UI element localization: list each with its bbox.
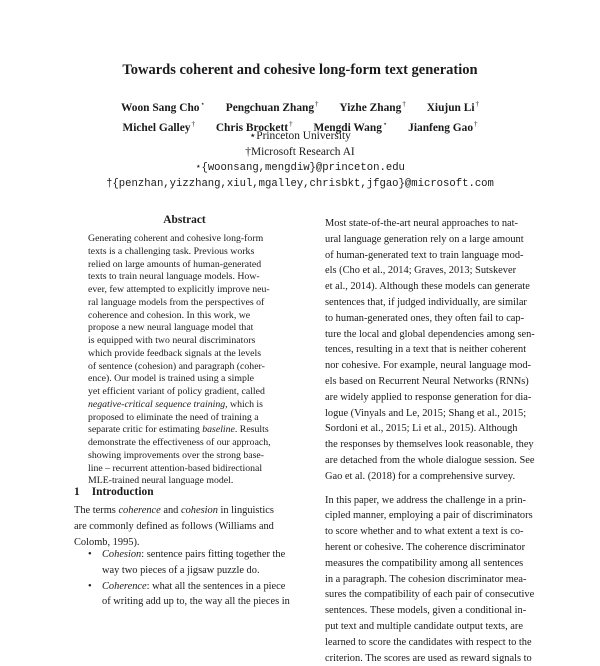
text-line: coherence and cohesion. In this work, we <box>88 309 251 321</box>
body-paragraph <box>313 493 535 666</box>
text-line: texts is a challenging task. Previous works <box>88 245 255 257</box>
text-line: line – recurrent attention-based bidirectional <box>88 462 263 474</box>
affiliation-microsoft: †Microsoft Research AI <box>245 146 355 158</box>
text-line: els based on Recurrent Neural Networks (RNNs) <box>325 375 529 387</box>
author-name: Mengdi Wang⋆ <box>313 119 388 134</box>
text-line: nor cohesive. For example, neural language mod- <box>325 360 532 372</box>
email-princeton: ⋆{woonsang,mengdiw}@princeton.edu <box>195 162 405 174</box>
bullet-icon: • <box>88 549 92 560</box>
text-line: propose a new neural language model that <box>88 322 254 334</box>
author-name: Xiujun Li† <box>426 100 479 114</box>
text-line: Colomb, 1995). <box>74 536 140 548</box>
text-line: ture the local and global dependencies among sen- <box>325 328 535 340</box>
text-line: The terms coherence and cohesion in linguistics <box>74 505 274 516</box>
abstract-heading: Abstract <box>163 214 206 226</box>
text-line: logue (Vinyals and Le, 2015; Shang et al., 2015; <box>325 407 527 419</box>
intro-paragraph <box>74 503 296 550</box>
author-name: Woon Sang Cho⋆ <box>120 100 205 114</box>
text-line: negative-critical sequence training, which is <box>88 398 263 410</box>
text-line: sures the compatibility of each pair of consecutive <box>325 589 535 601</box>
text-line: texts to train neural language models. How- <box>88 271 260 283</box>
email-microsoft: †{penzhan,yizzhang,xiul,mgalley,chrisbkt,jfgao}@microsoft.com <box>106 178 494 190</box>
author-name: Jianfeng Gao† <box>408 119 478 134</box>
text-line: in a paragraph. The cohesion discriminator mea- <box>325 573 527 585</box>
author-name: Michel Galley† <box>122 119 195 134</box>
text-line: sentences. These models, given a conditional in- <box>325 605 527 617</box>
definition-list <box>86 547 296 610</box>
text-line: yet efficient variant of policy gradient, called <box>88 386 265 397</box>
text-line: of sentence (cohesion) and paragraph (coher- <box>88 360 265 372</box>
text-line: measures the compatibility among all sentences <box>325 557 524 569</box>
text-line: separate critic for estimating baseline. Results <box>88 424 269 436</box>
text-line: Most state-of-the-art neural approaches to nat- <box>325 218 519 229</box>
paper-title: Towards coherent and cohesive long-form text generation <box>122 62 478 78</box>
text-line: tences, resulting in a text that is neither coherent <box>325 344 527 356</box>
author-name: Yizhe Zhang† <box>339 100 406 114</box>
text-line: In this paper, we address the challenge in a prin- <box>325 494 526 506</box>
text-line: way two pieces of a jigsaw puzzle do. <box>102 564 260 576</box>
author-row-1 <box>0 96 600 116</box>
text-line: to human-generated ones, they often fail to cap- <box>325 312 525 324</box>
section-number: 1 <box>74 486 80 498</box>
text-line: ence). Our model is trained using a simple <box>88 373 254 385</box>
abstract-body <box>88 233 282 488</box>
text-line: herent or cohesive. The coherence discriminator <box>325 541 526 553</box>
bullet-icon: • <box>88 580 92 592</box>
text-line: MLE-trained neural language model. <box>88 475 234 487</box>
text-line: learned to score the candidates with respect to the <box>325 636 532 648</box>
text-line: put text and multiple candidate output texts, are <box>325 620 523 632</box>
text-line: are detached from the whole dialogue session. See <box>325 454 535 466</box>
text-line: Generating coherent and cohesive long-form <box>88 233 264 244</box>
right-column <box>313 216 535 666</box>
text-line: are widely applied to response generation for dia- <box>325 391 532 403</box>
text-line: Sordoni et al., 2015; Li et al., 2015). Although <box>325 423 518 435</box>
list-item <box>86 547 296 579</box>
text-line: cipled manner, employing a pair of discriminators <box>325 510 533 522</box>
text-line: demonstrate the effectiveness of our approach, <box>88 437 271 448</box>
author-name: Pengchuan Zhang† <box>225 100 319 114</box>
text-line: els (Cho et al., 2014; Graves, 2013; Sutskever <box>325 265 517 277</box>
list-item <box>86 579 296 611</box>
text-line: relied on large amounts of human-generated <box>88 258 262 270</box>
text-line: showing improvements over the strong base- <box>88 449 265 461</box>
text-line: Cohesion: sentence pairs fitting together the <box>102 549 286 560</box>
affiliations <box>0 128 600 192</box>
text-line: ever, few attempted to explicitly improve neu- <box>88 284 270 295</box>
section-title: Introduction <box>91 486 154 498</box>
text-line: criterion. The scores are used as reward signals to <box>325 652 532 664</box>
text-line: the responses by themselves look reasonable, they <box>325 439 534 451</box>
text-line: to score whether and to what extent a text is co- <box>325 526 524 538</box>
author-name: Chris Brockett† <box>215 119 293 134</box>
text-line: ural language generation rely on a large amount <box>325 233 524 245</box>
text-line: of human-generated text to train language mod- <box>325 249 524 261</box>
text-line: sentences that, if judged individually, are similar <box>325 296 527 308</box>
text-line: proposed to eliminate the need of training a <box>88 411 259 423</box>
text-line: is equipped with two neural discriminators <box>88 335 256 346</box>
text-line: et al., 2014). Although these models can generate <box>325 281 530 293</box>
text-line: Gao et al. (2018) for a comprehensive survey. <box>325 470 516 482</box>
text-line: are commonly defined as follows (Williams and <box>74 520 274 532</box>
affiliation-princeton: ⋆Princeton University <box>249 130 351 142</box>
section-heading <box>74 486 166 498</box>
text-line: Coherence: what all the sentences in a piece <box>102 580 286 592</box>
body-paragraph <box>313 216 535 485</box>
text-line: ral language models from the perspectives of <box>88 296 265 308</box>
text-line: which provide feedback signals at the levels <box>88 347 262 359</box>
text-line: of writing add up to, the way all the pieces in <box>102 596 290 608</box>
